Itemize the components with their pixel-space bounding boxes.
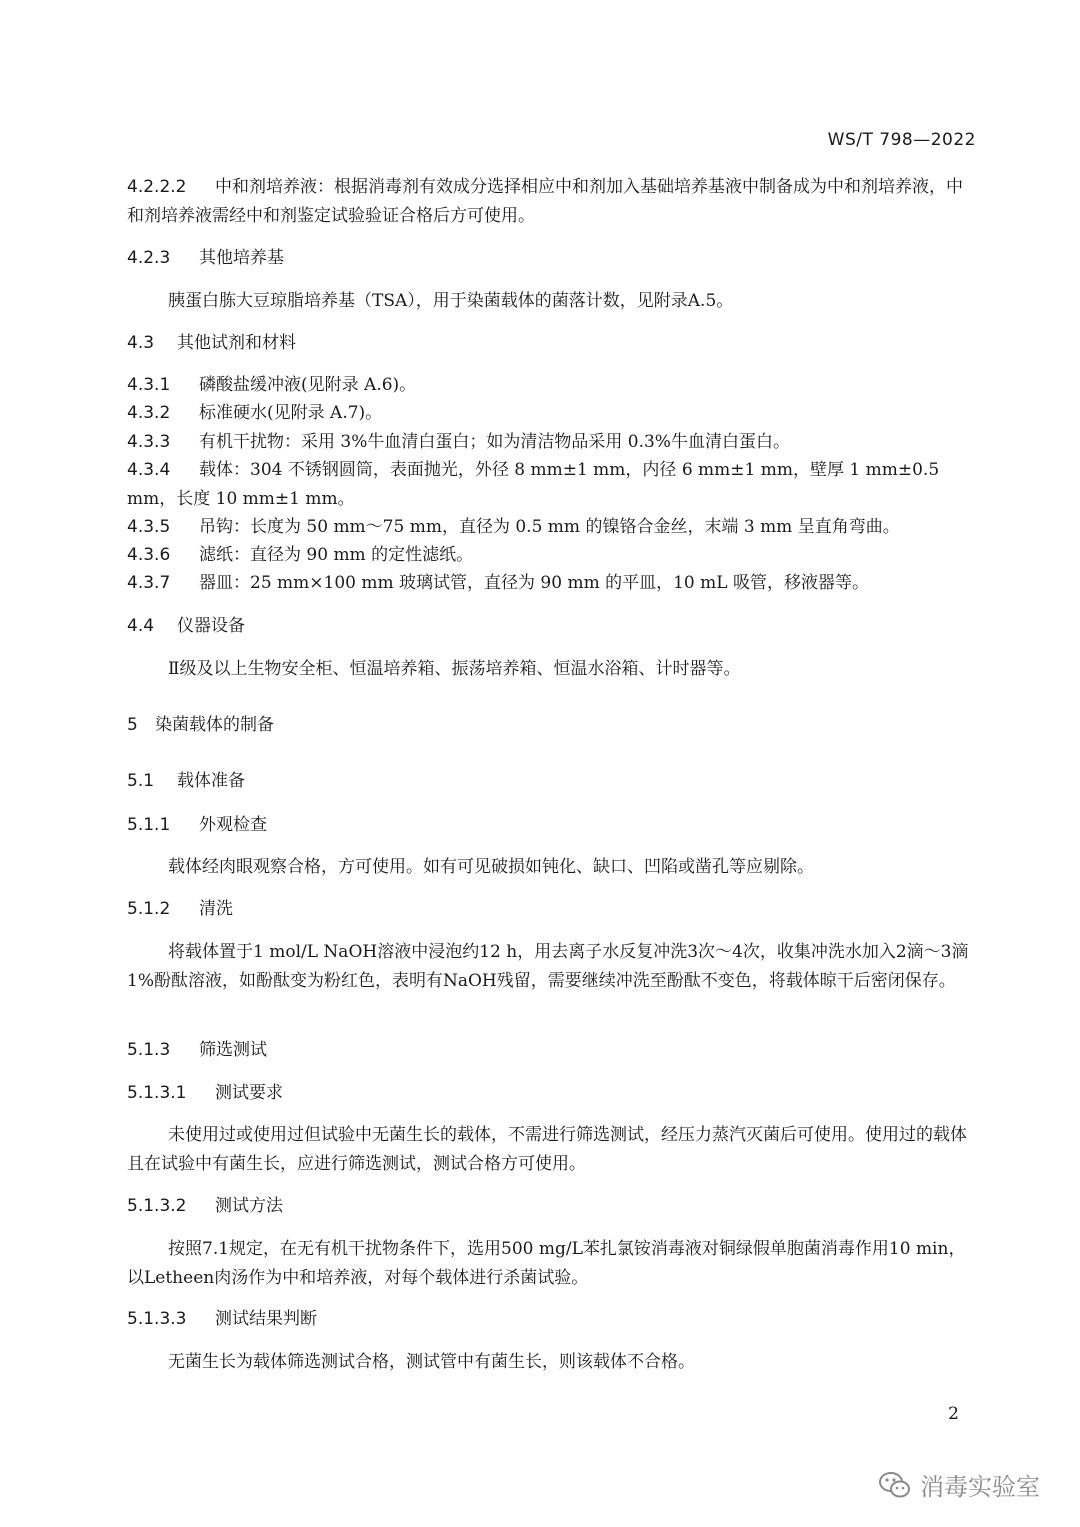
paragraph-test-requirement: 未使用过或使用过但试验中无菌生长的载体，不需进行筛选测试，经压力蒸汽灭菌后可使用。使用过的载体且在试验中有菌生长，应进行筛选测试，测试合格方可使用。 xyxy=(127,1125,967,1174)
page-number: 2 xyxy=(948,1404,959,1424)
clause-text: 中和剂培养液：根据消毒剂有效成分选择相应中和剂加入基础培养基液中制备成为中和剂培养液，中和剂培养液需经中和剂鉴定试验验证合格后方可使用。 xyxy=(127,177,963,226)
standard-code: WS/T 798—2022 xyxy=(827,130,976,150)
clause-4-3-6: 4.3.6 滤纸：直径为 90 mm 的定性滤纸。 xyxy=(127,545,474,565)
clause-4-3-5: 4.3.5 吊钩：长度为 50 mm～75 mm，直径为 0.5 mm 的镍铬合金丝，末端 3 mm 呈直角弯曲。 xyxy=(127,517,900,537)
heading-5-1-3: 5.1.3 筛选测试 xyxy=(127,1040,267,1060)
heading-4-3: 4.3 其他试剂和材料 xyxy=(127,333,296,353)
heading-5-1-1: 5.1.1 外观检查 xyxy=(127,815,267,835)
heading-5-1-3-2: 5.1.3.2 测试方法 xyxy=(127,1196,283,1216)
watermark xyxy=(878,1467,1040,1502)
paragraph-test-method: 按照7.1规定，在无有机干扰物条件下，选用500 mg/L苯扎氯铵消毒液对铜绿假单胞菌消毒作用10 min，以Letheen肉汤作为中和培养液，对每个载体进行杀菌试验。 xyxy=(127,1239,966,1288)
clause-4-3-1: 4.3.1 磷酸盐缓冲液(见附录 A.6)。 xyxy=(127,375,417,395)
wechat-icon xyxy=(878,1470,912,1500)
paragraph-tsa: 胰蛋白胨大豆琼脂培养基（TSA），用于染菌载体的菌落计数，见附录A.5。 xyxy=(168,291,734,311)
clause-4-3-2: 4.3.2 标准硬水(见附录 A.7)。 xyxy=(127,403,383,423)
watermark-text: 消毒实验室 xyxy=(920,1473,1040,1501)
paragraph-result: 无菌生长为载体筛选测试合格，测试管中有菌生长，则该载体不合格。 xyxy=(168,1352,695,1372)
heading-4-2-3: 4.2.3 其他培养基 xyxy=(127,248,284,268)
paragraph-inspection: 载体经肉眼观察合格，方可使用。如有可见破损如钝化、缺口、凹陷或凿孔等应剔除。 xyxy=(168,857,814,877)
heading-5-1-3-3: 5.1.3.3 测试结果判断 xyxy=(127,1309,317,1329)
heading-4-4: 4.4 仪器设备 xyxy=(127,616,245,636)
clause-4-3-7: 4.3.7 器皿：25 mm×100 mm 玻璃试管，直径为 90 mm 的平皿，10 mL 吸管，移液器等。 xyxy=(127,573,869,593)
paragraph-equipment: Ⅱ级及以上生物安全柜、恒温培养箱、振荡培养箱、恒温水浴箱、计时器等。 xyxy=(168,659,741,679)
heading-5: 5 染菌载体的制备 xyxy=(127,715,274,735)
heading-5-1-2: 5.1.2 清洗 xyxy=(127,899,233,919)
paragraph-cleaning: 将载体置于1 mol/L NaOH溶液中浸泡约12 h，用去离子水反复冲洗3次～4次，收集冲洗水加入2滴～3滴1%酚酞溶液，如酚酞变为粉红色，表明有NaOH残留，需要继续冲洗至酚酞不变色，将载体晾干后密闭保存。 xyxy=(127,942,969,991)
heading-5-1: 5.1 载体准备 xyxy=(127,771,245,791)
clause-4-3-4: 4.3.4 载体：304 不锈钢圆筒，表面抛光，外径 8 mm±1 mm，内径 6 mm±1 mm，壁厚 1 mm±0.5 mm，长度 10 mm±1 mm。 xyxy=(127,460,940,509)
clause-number: 4.2.2.2 xyxy=(127,177,187,197)
heading-5-1-3-1: 5.1.3.1 测试要求 xyxy=(127,1083,283,1103)
clause-4-3-3: 4.3.3 有机干扰物：采用 3%牛血清白蛋白；如为清洁物品采用 0.3%牛血清白蛋白。 xyxy=(127,432,790,452)
clause-4-2-2-2 xyxy=(127,173,979,231)
